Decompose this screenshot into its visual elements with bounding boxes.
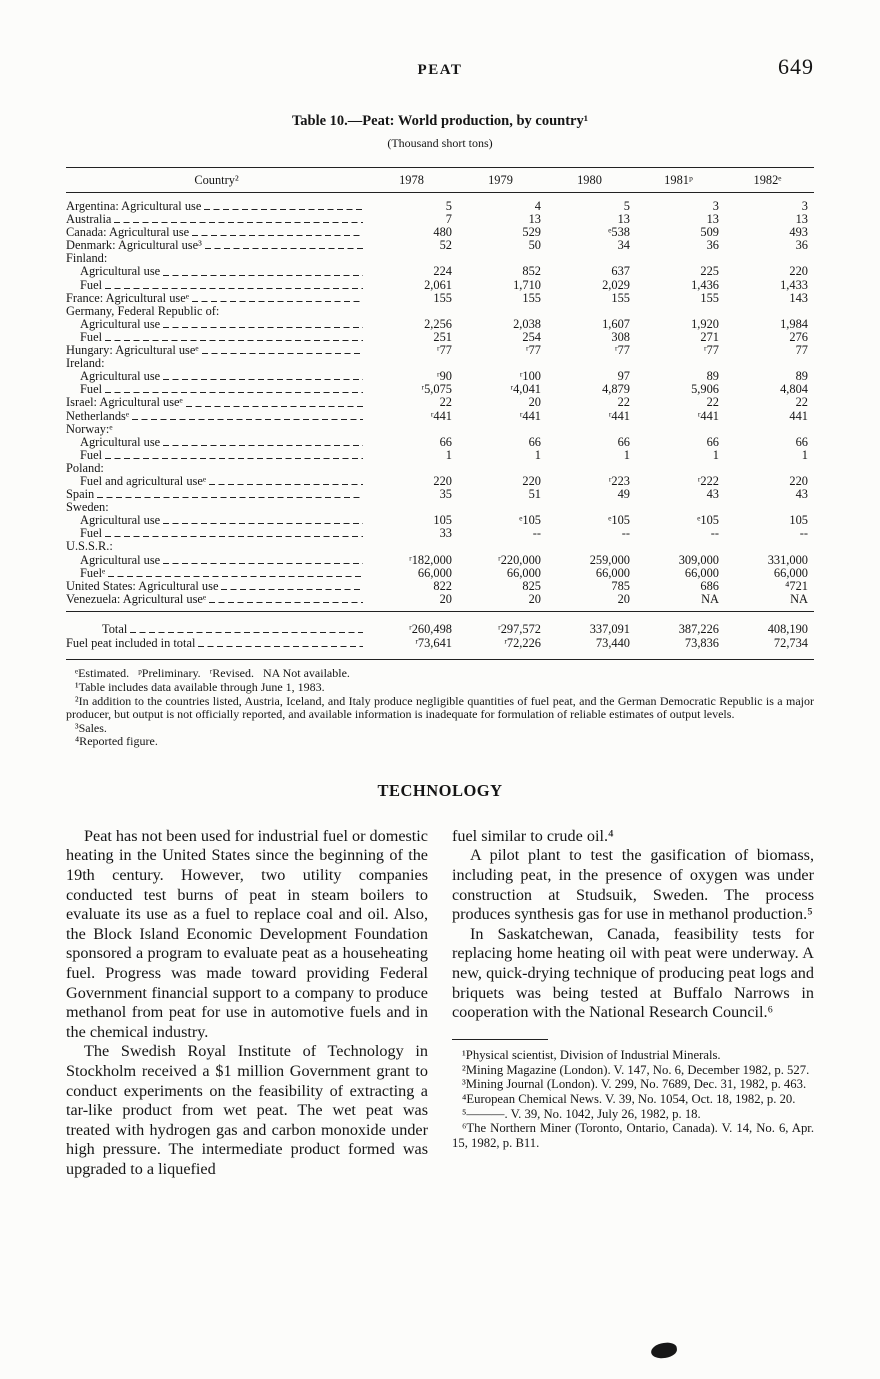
table-row (66, 265, 814, 278)
table-row (66, 200, 814, 213)
cell-value: 66 (439, 434, 452, 449)
cell-value: ʳ220,000 (498, 552, 541, 567)
left-column (66, 827, 428, 1180)
cell-value: 66 (795, 434, 808, 449)
cell-value: ʳ77 (525, 343, 541, 358)
cell-value: 97 (617, 369, 630, 384)
table-row (66, 622, 814, 636)
column-header: 1979 (488, 173, 513, 187)
dash-leader (192, 235, 363, 236)
table-row (66, 593, 814, 606)
table-row (66, 344, 814, 357)
table-row (66, 527, 814, 540)
cell-value: 785 (611, 578, 630, 593)
cell-value: 254 (522, 329, 541, 344)
cell-value: ʳ77 (436, 343, 452, 358)
footnote: ²Mining Magazine (London). V. 147, No. 6, December 1982, p. 527. (462, 1062, 810, 1077)
cell-value: 22 (795, 395, 808, 410)
cell-value: 331,000 (767, 552, 808, 567)
table-footnotes (66, 667, 814, 749)
cell-value: 105 (433, 513, 452, 528)
dash-leader (198, 646, 363, 647)
cell-value: 686 (700, 578, 719, 593)
row-label: Venezuela: Agricultural useᵉ (66, 591, 207, 606)
row-label: Ireland: (66, 356, 105, 371)
row-label: Agricultural use (80, 434, 161, 449)
cell-value: 309,000 (678, 552, 719, 567)
row-label: Fuel (80, 382, 103, 397)
row-label: Fuel (80, 526, 103, 541)
cell-value: 66,000 (506, 565, 541, 580)
cell-value: 387,226 (678, 621, 719, 636)
dash-leader (209, 602, 363, 603)
cell-value: 1,984 (780, 316, 808, 331)
cell-value: 308 (611, 329, 630, 344)
footnote: ²In addition to the countries listed, Austria, Iceland, and Italy produce negligible quantities of fuel peat, and the German Democratic Republic is a major producer, but output is not officially reported, and available information is inadequate for formulation of reliable estimates of output levels. (66, 693, 814, 722)
cell-value: 20 (439, 591, 452, 606)
dash-leader (204, 209, 363, 210)
cell-value: 20 (528, 395, 541, 410)
cell-value: 852 (522, 264, 541, 279)
cell-value: 7 (445, 212, 452, 227)
cell-value: ʳ441 (430, 408, 452, 423)
cell-value: 5 (445, 199, 452, 213)
dash-leader (130, 632, 363, 633)
dash-leader (163, 445, 363, 446)
cell-value: 1,710 (513, 277, 541, 292)
cell-value: 143 (789, 290, 808, 305)
cell-value: -- (799, 526, 808, 541)
row-label: Agricultural use (80, 552, 161, 567)
paragraph: In Saskatchewan, Canada, feasibility tests for replacing home heating oil with peat were underway. A new, quick-drying technique of producing peat logs and briquets was being tested at Buffalo Narrows in cooperation with the National Research Council.⁶ (452, 924, 814, 1022)
row-label: Agricultural use (80, 369, 161, 384)
footnote-separator (452, 1039, 548, 1040)
row-label: Agricultural use (80, 316, 161, 331)
row-label: Fuel and agricultural useᵉ (80, 473, 207, 488)
cell-value: 2,029 (602, 277, 630, 292)
cell-value: 1 (445, 447, 452, 462)
row-label: Germany, Federal Republic of: (66, 303, 220, 318)
cell-value: 66,000 (773, 565, 808, 580)
cell-value: 1,436 (691, 277, 719, 292)
dash-leader (132, 419, 363, 420)
cell-value: 66,000 (684, 565, 719, 580)
dash-leader (163, 523, 363, 524)
dash-leader (97, 497, 363, 498)
row-label: Fuelᵉ (80, 565, 106, 580)
cell-value: 5,906 (691, 382, 719, 397)
cell-value: 822 (433, 578, 452, 593)
cell-value: ⁴721 (785, 578, 808, 593)
cell-value: 637 (611, 264, 630, 279)
cell-value: ᵉ538 (608, 225, 630, 240)
cell-value: ʳ100 (519, 369, 541, 384)
row-label: Canada: Agricultural use (66, 225, 190, 240)
row-label: Fuel (80, 329, 103, 344)
cell-value: ʳ90 (436, 369, 452, 384)
row-label: Denmark: Agricultural use³ (66, 238, 202, 253)
row-label: Fuel (80, 447, 103, 462)
column-header: 1982ᵉ (753, 173, 782, 187)
cell-value: 155 (700, 290, 719, 305)
cell-value: 4 (534, 199, 541, 213)
tech-footnotes (452, 1048, 814, 1151)
row-label: Fuel (80, 277, 103, 292)
cell-value: 22 (706, 395, 719, 410)
cell-value: ᵉ105 (697, 513, 719, 528)
cell-value: 220 (522, 473, 541, 488)
cell-value: 3 (801, 199, 808, 213)
cell-value: 480 (433, 225, 452, 240)
table-row (66, 410, 814, 423)
dash-leader (108, 576, 363, 577)
table-row (66, 636, 814, 650)
cell-value: 220 (433, 473, 452, 488)
dash-leader (105, 392, 363, 393)
cell-value: 66 (617, 434, 630, 449)
cell-value: 35 (439, 487, 452, 502)
table-body (66, 193, 814, 606)
cell-value: 77 (795, 343, 808, 358)
cell-value: 224 (433, 264, 452, 279)
paragraph: fuel similar to crude oil.⁴ (452, 826, 614, 845)
cell-value: 50 (528, 238, 541, 253)
table-row (66, 567, 814, 580)
cell-value: 4,879 (602, 382, 630, 397)
row-label: Norway:ᵉ (66, 421, 113, 436)
cell-value: 105 (789, 513, 808, 528)
cell-value: 22 (439, 395, 452, 410)
cell-value: 13 (706, 212, 719, 227)
dash-leader (209, 484, 363, 485)
table-row (66, 318, 814, 331)
right-column-text (452, 827, 814, 1023)
footnote: ¹Physical scientist, Division of Industrial Minerals. (462, 1047, 721, 1062)
cell-value: 155 (522, 290, 541, 305)
row-label: Argentina: Agricultural use (66, 199, 202, 213)
cell-value: 22 (617, 395, 630, 410)
cell-value: ᵉ105 (608, 513, 630, 528)
cell-value: 1 (534, 447, 541, 462)
cell-value: NA (701, 591, 719, 606)
cell-value: 13 (617, 212, 630, 227)
cell-value: ᵉ105 (519, 513, 541, 528)
cell-value: 271 (700, 329, 719, 344)
cell-value: 13 (795, 212, 808, 227)
dash-leader (114, 222, 363, 223)
table-row (66, 292, 814, 305)
cell-value: 1,433 (780, 277, 808, 292)
table-group-row (66, 305, 814, 318)
cell-value: 2,038 (513, 316, 541, 331)
paragraph: Peat has not been used for industrial fuel or domestic heating in the United States since the beginning of the 19th century. However, two utility companies conducted test burns of peat in steam boilers to evaluate its use as a fuel to replace coal and oil. Also, the Block Island Economic Development Foundation sponsored a program to evaluate peat as a househeating fuel. Progress was made toward providing Federal Government financial support to a company to produce methanol from peat for use in automotive fuels and in the chemical industry. (66, 826, 428, 1041)
cell-value: 155 (433, 290, 452, 305)
table-row (66, 239, 814, 252)
cell-value: 51 (528, 487, 541, 502)
table-subtitle: (Thousand short tons) (387, 136, 493, 150)
cell-value: 73,440 (595, 636, 630, 651)
cell-value: ʳ77 (703, 343, 719, 358)
cell-value: ʳ77 (614, 343, 630, 358)
cell-value: 66,000 (595, 565, 630, 580)
cell-value: 825 (522, 578, 541, 593)
cell-value: 337,091 (589, 621, 630, 636)
footnote: ⁵———. V. 39, No. 1042, July 26, 1982, p. 18. (462, 1106, 701, 1121)
cell-value: 20 (528, 591, 541, 606)
dash-leader (105, 288, 363, 289)
column-header: 1978 (399, 173, 424, 187)
totals-section (66, 611, 814, 660)
cell-value: ʳ297,572 (498, 621, 541, 636)
table-group-row (66, 423, 814, 436)
cell-value: 4,804 (780, 382, 808, 397)
cell-value: 43 (706, 487, 719, 502)
dash-leader (221, 589, 363, 590)
column-header: 1980 (577, 173, 602, 187)
cell-value: ʳ441 (697, 408, 719, 423)
cell-value: 1,920 (691, 316, 719, 331)
cell-value: ʳ5,075 (421, 382, 452, 397)
technology-heading: TECHNOLOGY (377, 780, 503, 800)
row-label: Australia (66, 212, 112, 227)
row-label: Hungary: Agricultural useᵉ (66, 343, 199, 358)
column-header: Country² (194, 173, 239, 187)
cell-value: 36 (795, 238, 808, 253)
cell-value: NA (790, 591, 808, 606)
cell-value: 66,000 (417, 565, 452, 580)
cell-value: 2,061 (424, 277, 452, 292)
footnote: ³Mining Journal (London). V. 299, No. 7689, Dec. 31, 1982, p. 463. (462, 1077, 807, 1092)
cell-value: 73,836 (684, 636, 719, 651)
cell-value: 52 (439, 238, 452, 253)
cell-value: 155 (611, 290, 630, 305)
dash-leader (205, 248, 363, 249)
cell-value: ʳ182,000 (409, 552, 452, 567)
row-label: Finland: (66, 251, 108, 266)
column-header: 1981ᵖ (664, 173, 693, 187)
text-columns (66, 827, 814, 1180)
row-label: Israel: Agricultural useᵉ (66, 395, 183, 410)
row-label: Agricultural use (80, 264, 161, 279)
right-column (452, 827, 814, 1180)
dash-leader (163, 563, 363, 564)
footnote: ᵉEstimated. ᵖPreliminary. ʳRevised. NA Not available. (75, 666, 350, 681)
cell-value: 33 (439, 526, 452, 541)
running-head (66, 0, 814, 79)
footnote: ⁴Reported figure. (75, 734, 158, 749)
cell-value: 251 (433, 329, 452, 344)
cell-value: 259,000 (589, 552, 630, 567)
row-label: U.S.S.R.: (66, 539, 113, 554)
table-row (66, 279, 814, 292)
cell-value: 36 (706, 238, 719, 253)
cell-value: 43 (795, 487, 808, 502)
cell-value: 89 (706, 369, 719, 384)
footnote: ⁶The Northern Miner (Toronto, Ontario, Canada). V. 14, No. 6, Apr. 15, 1982, p. B11. (452, 1121, 814, 1151)
table-row (66, 580, 814, 593)
row-label: Spain (66, 487, 95, 502)
cell-value: 5 (623, 199, 630, 213)
cell-value: -- (621, 526, 630, 541)
cell-value: 1 (801, 447, 808, 462)
cell-value: ʳ222 (697, 473, 719, 488)
cell-value: 529 (522, 225, 541, 240)
dash-leader (105, 458, 363, 459)
cell-value: -- (710, 526, 719, 541)
table-group-row (66, 540, 814, 553)
dash-leader (202, 353, 363, 354)
row-label: France: Agricultural useᵉ (66, 290, 189, 305)
row-label: United States: Agricultural use (66, 578, 219, 593)
cell-value: 72,734 (773, 636, 808, 651)
cell-value: 408,190 (767, 621, 808, 636)
cell-value: 89 (795, 369, 808, 384)
table-row (66, 488, 814, 501)
cell-value: 49 (617, 487, 630, 502)
cell-value: -- (532, 526, 541, 541)
row-label: Poland: (66, 460, 104, 475)
paragraph: A pilot plant to test the gasification of biomass, including peat, in the presence of oxygen was under construction at Studsuik, Sweden. The process produces synthesis gas for use in methanol production.⁵ (452, 846, 814, 924)
page-number: 649 (778, 54, 814, 79)
cell-value: 2,256 (424, 316, 452, 331)
dash-leader (186, 406, 363, 407)
footnote: ³Sales. (75, 720, 107, 735)
cell-value: 66 (706, 434, 719, 449)
cell-value: ʳ72,226 (504, 636, 541, 651)
cell-value: 493 (789, 225, 808, 240)
table-row (66, 436, 814, 449)
dash-leader (192, 301, 363, 302)
cell-value: 276 (789, 329, 808, 344)
table-row (66, 449, 814, 462)
cell-value: 66 (528, 434, 541, 449)
cell-value: ʳ441 (608, 408, 630, 423)
row-label: Total (102, 621, 128, 636)
cell-value: 1,607 (602, 316, 630, 331)
cell-value: 509 (700, 225, 719, 240)
dash-leader (105, 536, 363, 537)
cell-value: ʳ441 (519, 408, 541, 423)
table-title: Table 10.—Peat: World production, by country¹ (291, 113, 589, 129)
row-label: Fuel peat included in total (66, 636, 196, 651)
cell-value: 3 (712, 199, 719, 213)
table-row (66, 396, 814, 409)
cell-value: ʳ73,641 (415, 636, 452, 651)
cell-value: 220 (789, 264, 808, 279)
row-label: Sweden: (66, 500, 109, 515)
footnote: ¹Table includes data available through June 1, 1983. (75, 679, 325, 694)
page-title: PEAT (417, 62, 463, 78)
cell-value: 225 (700, 264, 719, 279)
row-label: Agricultural use (80, 513, 161, 528)
dash-leader (163, 275, 363, 276)
row-label: Netherlandsᵉ (66, 408, 130, 423)
dash-leader (163, 327, 363, 328)
cell-value: 34 (617, 238, 630, 253)
cell-value: 220 (789, 473, 808, 488)
table-row (66, 554, 814, 567)
table-header-row (66, 168, 814, 193)
dash-leader (105, 340, 363, 341)
dash-leader (163, 379, 363, 380)
cell-value: 1 (712, 447, 719, 462)
cell-value: ʳ260,498 (409, 621, 452, 636)
production-table (66, 167, 814, 660)
cell-value: 1 (623, 447, 630, 462)
cell-value: ʳ4,041 (510, 382, 541, 397)
cell-value: 13 (528, 212, 541, 227)
paragraph: The Swedish Royal Institute of Technology in Stockholm received a $1 million Government grant to conduct experiments on the feasibility of extracting a tar-like product from wet peat. The wet peat was treated with hydrogen gas and carbon monoxide under high pressure. The intermediate product formed was upgraded to a liquefied (66, 1042, 428, 1178)
scan-artifact (650, 1341, 678, 1359)
footnote: ⁴European Chemical News. V. 39, No. 1054, Oct. 18, 1982, p. 20. (462, 1091, 796, 1106)
cell-value: ʳ223 (608, 473, 630, 488)
cell-value: 20 (617, 591, 630, 606)
table-group-row (66, 462, 814, 475)
cell-value: 441 (789, 408, 808, 423)
